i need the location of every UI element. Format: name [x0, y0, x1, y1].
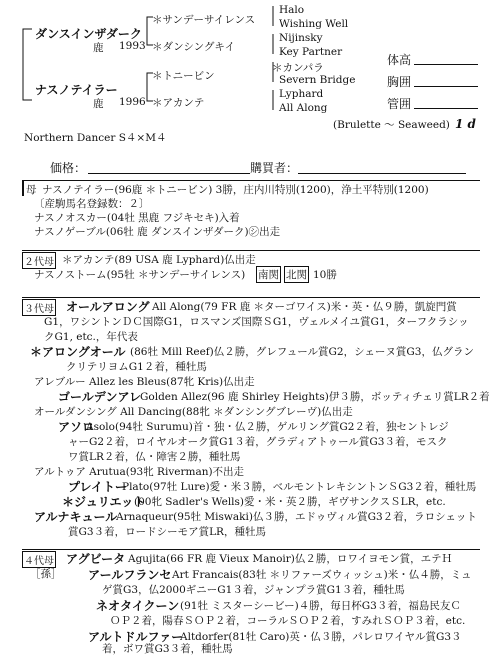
dam-year: 1996: [119, 96, 146, 108]
sire-dam: ＊ダンシングキイ: [152, 41, 235, 53]
dam-color: 鹿: [93, 98, 104, 110]
region-badge: 南関: [256, 266, 281, 283]
record-cont: クG1, etc.，年代表: [44, 331, 138, 343]
cannon-label: 管囲: [387, 97, 412, 111]
produce-line: アレブルー Allez les Bleus(87牝 Kris)仏出走: [34, 376, 255, 388]
horse-record: (86牡 Mill Reef)仏２勝，グレフュール賞G2，シェーヌ賞G3，仏グラン: [130, 346, 474, 358]
record-cont: ャーG2２着，ロイヤルオーク賞G1３着，グラディアトゥール賞G3３着，モスク: [68, 436, 448, 448]
horse-record: Asolo(94牡 Surumu)首・独・仏２勝，ゲルリング賞G2２着，独セントレジ: [86, 421, 449, 433]
record-cont: G1，ワシントンＤＣ国際G1，ロスマンズ国際ＳG1，ヴェルメイユ賞G1，ターフクラシッ: [44, 316, 469, 328]
horse-name: アグビータ: [66, 552, 126, 566]
pedigree-brace: [20, 28, 34, 103]
inbreeding: Northern Dancer S４×M４: [24, 132, 167, 144]
height-label: 体高: [387, 53, 412, 67]
horse-record: Agujita(66 FR 鹿 Vieux Manoir)仏２勝，ロワイヨモン賞，エテＨ: [128, 553, 453, 565]
dds: Lyphard: [279, 88, 324, 100]
pedigree-brace: [268, 33, 278, 55]
section-marker: [22, 180, 24, 196]
second-dam-line: ＊アカンテ(89 USA 鹿 Lyphard)仏出走: [62, 254, 256, 266]
sire-sire: ＊サンデーサイレンス: [152, 14, 256, 26]
foal-line: ナスノオスカー(04牡 黒鹿 フジキセキ)入着: [34, 212, 240, 224]
sss: Halo: [279, 4, 305, 16]
cannon-field[interactable]: [414, 108, 478, 109]
produce-line: ナスノストーム(95牡 ＊サンデーサイレンス): [34, 269, 246, 281]
horse-record: Golden Allez(96 鹿 Shirley Heights)伊３勝，ボッティチェリ賞LR２着: [140, 391, 490, 403]
horse-record: Altdorfer(81牡 Caro)英・仏３勝，パレロワイヤル賞G3３: [180, 631, 462, 643]
pedigree-brace: [268, 89, 278, 111]
horse-name: アルトドルファー: [88, 630, 184, 644]
foal-count: 〔産駒馬名登録数：２〕: [34, 198, 150, 210]
horse-name: オールアロング: [66, 300, 150, 314]
divider: [22, 250, 480, 251]
price-field[interactable]: [88, 173, 250, 174]
family-code: 1 d: [455, 117, 476, 131]
chest-label: 胸囲: [387, 75, 412, 89]
pedigree-brace: [268, 5, 278, 27]
section-tag: ４代母: [22, 551, 56, 568]
ssd: Wishing Well: [279, 18, 349, 30]
horse-record: Arnaqueur(95牡 Miswaki)仏３勝，エドゥヴィル賞G3２着，ラロシェット: [116, 511, 477, 523]
horse-record: Art Francais(83牡 ＊リファーズウィッシュ)米・仏４勝，ミュ: [172, 569, 472, 581]
horse-record: (91牡 ミスターシービー)４勝，毎日杯G3３着，福島民友Ｃ: [180, 600, 461, 612]
price-label: 価格：: [50, 161, 87, 175]
horse-record: All Along(79 FR 鹿 ＊ターゴワイス)米・英・仏９勝，凱旋門賞: [152, 301, 457, 313]
chest-field[interactable]: [414, 86, 478, 87]
foal-line: ナスノゲーブル(06牡 鹿 ダンスインザダーク)㋛出走: [34, 226, 281, 238]
dam-sire: ＊トニービン: [152, 70, 215, 82]
produce-line: オールダンシング All Dancing(88牝 ＊ダンシングブレーヴ)仏出走: [34, 406, 353, 418]
record-cont: ゲ賞G3，仏2000ギニーG1３着，ジャンプラ賞G1３着，種牡馬: [102, 584, 405, 596]
horse-name: アールフランセ: [88, 568, 172, 582]
horse-record: (00牝 Sadler's Wells)愛・米・英２勝，ギヴサンクスＳLR，etc.: [134, 496, 446, 508]
produce-line: アルトゥア Arutua(93牝 Riverman)不出走: [34, 466, 245, 478]
horse-name: ＊アロングオール: [30, 345, 126, 359]
record-cont: 着，ボワ賞G3３着，種牡馬: [102, 643, 233, 655]
record-cont: ＯＰ２着，陽春ＳＯＰ２着，コーラルＳＯＰ２着，すみれＳＯＰ３着，etc.: [110, 615, 466, 627]
sire-color: 鹿: [93, 42, 104, 54]
height-field[interactable]: [414, 64, 478, 65]
sire-year: 1993: [119, 40, 146, 52]
sire-name: ダンスインザダーク: [35, 27, 142, 41]
section-tag: ３代母: [22, 299, 56, 316]
wins: 10勝: [313, 269, 337, 281]
dam-dam: ＊アカンテ: [152, 97, 205, 109]
sdd: Key Partner: [279, 46, 343, 58]
section-tag: 母: [26, 184, 37, 196]
dsd: Severn Bridge: [279, 74, 356, 86]
horse-name: ネオタイクーン: [96, 599, 180, 613]
dam-line: ナスノテイラー(96鹿 ＊トニービン) 3勝，庄内川特別(1200)，浄土平特別(1200): [42, 184, 429, 196]
horse-name: プレイトー: [68, 480, 127, 494]
cross-note: (Brulette ～ Seaweed): [333, 119, 450, 131]
horse-name: ＊ジュリエット: [62, 495, 146, 509]
dam-name: ナスノテイラー: [35, 83, 118, 97]
horse-name: アソロ: [58, 420, 95, 434]
section-tag: ２代母: [22, 252, 56, 269]
buyer-label: 購買者：: [250, 161, 299, 175]
sds: Nijinsky: [279, 32, 323, 44]
record-cont: 賞G3３着，ロードシーモア賞LR，種牡馬: [68, 526, 266, 538]
horse-name: ゴールデンアレ: [58, 390, 142, 404]
region-badge: 北関: [284, 266, 309, 283]
horse-name: アルナキュール: [34, 510, 118, 524]
ddd: All Along: [279, 102, 328, 114]
dss: ＊カンパラ: [272, 62, 324, 74]
generation-label: ［孫］: [30, 568, 62, 580]
record-cont: クリテリヨムG1２着，種牡馬: [66, 361, 207, 373]
record-cont: ワ賞LR２着，仏・障害２勝，種牡馬: [68, 451, 241, 463]
horse-record: Plato(97牡 Lure)愛・米３勝，ベルモントレキシントンＳG3２着，種牡馬: [122, 481, 477, 493]
buyer-field[interactable]: [298, 173, 466, 174]
divider: [22, 180, 480, 181]
